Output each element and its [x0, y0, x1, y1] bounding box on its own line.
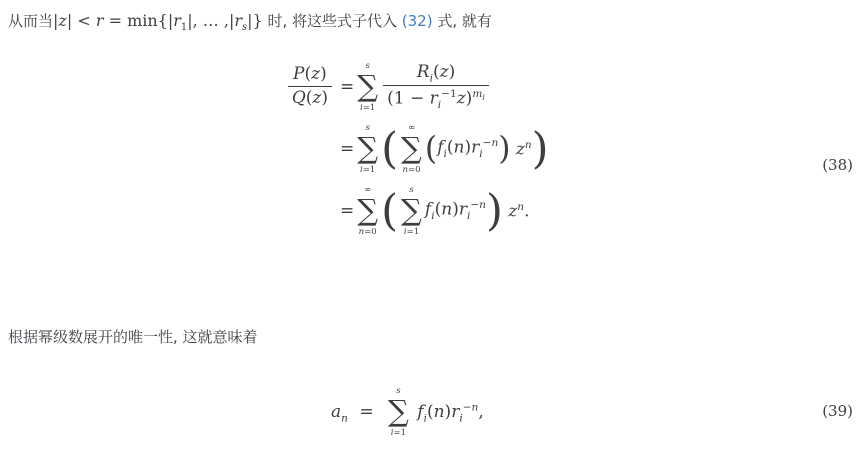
- var-Q: Q: [291, 88, 306, 108]
- summation-39-lower: [388, 427, 409, 438]
- summation-39: [388, 386, 409, 438]
- paragraph-1-text-after: 式, 就有: [437, 12, 492, 30]
- limit-1-39: 1: [400, 428, 407, 438]
- equation-38-line-2-zn: [511, 139, 532, 160]
- fraction-denominator-term: [383, 86, 489, 111]
- var-a: a: [331, 401, 342, 422]
- limit-eq-2: =: [362, 164, 370, 175]
- equation-38-line-2-body: [437, 137, 498, 160]
- limit-i-3: i: [403, 226, 407, 237]
- equation-39-lhs: [331, 402, 348, 422]
- var-r-2: r: [471, 138, 480, 159]
- bar-left-r1: |: [167, 11, 174, 30]
- limit-s: s: [365, 60, 370, 71]
- fraction-denominator-qz: [288, 87, 332, 109]
- const-1-den: 1: [393, 88, 405, 109]
- sigma-glyph-3: ∑: [401, 131, 422, 166]
- limit-n: n: [402, 164, 408, 175]
- limit-0-3: 0: [371, 226, 377, 237]
- rparen-p: ): [320, 64, 327, 85]
- var-f-3: f: [424, 200, 432, 221]
- summation-2-inner: [401, 123, 422, 175]
- paragraph-2-text: 根据幂级数展开的唯一性, 这就意味着: [8, 328, 258, 346]
- equation-38-relation-1: =: [340, 77, 355, 97]
- bar-right-r1: |: [187, 11, 193, 30]
- equation-39-relation: =: [359, 402, 374, 423]
- equation-38: [248, 56, 549, 242]
- var-z-R: z: [439, 61, 449, 82]
- var-r-39: r: [451, 401, 460, 422]
- fraction-numerator-riz: [383, 63, 489, 87]
- exponent-minus-n-39: −n: [462, 400, 479, 413]
- limit-eq-3: =: [407, 164, 416, 175]
- big-lparen-line3: (: [381, 186, 399, 237]
- subscript-s: s: [242, 22, 248, 34]
- summation-2-outer: [357, 123, 378, 175]
- var-R: R: [416, 61, 430, 82]
- paragraph-1: [8, 10, 492, 39]
- sigma-glyph-39: ∑: [388, 394, 409, 429]
- ellipsis: , … ,: [192, 11, 229, 30]
- minus-den: −: [410, 88, 425, 109]
- summation-2-outer-lower: [357, 164, 378, 175]
- fraction-p-over-q: [288, 65, 332, 108]
- lparen-fn3: (: [434, 200, 442, 221]
- equation-38-line-3: [248, 180, 549, 242]
- var-z-q: z: [312, 88, 322, 108]
- var-n-f2: n: [453, 138, 465, 159]
- limit-s-2: s: [365, 122, 370, 133]
- rparen-fn39: ): [444, 401, 452, 422]
- lparen-q: (: [305, 88, 313, 108]
- var-m-exp: m: [472, 88, 483, 101]
- exponent-minus-n-3: −n: [470, 199, 486, 212]
- limit-eq-4: =: [364, 226, 372, 237]
- exponent-n-3: n: [517, 200, 525, 213]
- var-n-f39: n: [433, 401, 445, 422]
- sigma-glyph-2: ∑: [357, 131, 379, 166]
- mid-rparen-line2: ): [498, 131, 511, 168]
- summation-2-inner-lower: [401, 164, 422, 175]
- subscript-n-a: n: [341, 411, 348, 424]
- limit-0: 0: [415, 164, 421, 175]
- limit-eq-5: =: [406, 226, 414, 237]
- rparen-den: ): [465, 88, 473, 109]
- equation-38-relation-3: =: [340, 201, 355, 221]
- equation-38-relation-2: =: [340, 139, 355, 159]
- limit-i-39: i: [390, 428, 394, 438]
- big-rparen-line3: ): [485, 186, 503, 237]
- subscript-1: 1: [180, 22, 188, 34]
- var-r-1: r: [173, 11, 181, 30]
- subscript-i-exp: i: [482, 93, 485, 103]
- var-z-p: z: [311, 64, 321, 85]
- equation-39: [331, 386, 484, 438]
- equation-38-line-2: [248, 118, 549, 180]
- lbrace: {: [157, 11, 168, 30]
- bar-right: |: [66, 11, 73, 30]
- sigma-glyph-4: ∑: [357, 193, 379, 228]
- lparen-fn39: (: [426, 401, 434, 422]
- limit-n-3: n: [358, 226, 365, 237]
- lparen-R: (: [432, 61, 440, 82]
- subscript-i-f39: i: [423, 411, 427, 424]
- paragraph-1-text-before: 从而当: [8, 12, 54, 30]
- exponent-n-2: n: [524, 138, 532, 151]
- equation-number-38: (38): [822, 156, 853, 174]
- equation-38-line-3-zn: [503, 201, 530, 222]
- min-operator: min: [127, 11, 158, 30]
- fraction-ri-over-term: [383, 63, 489, 112]
- var-r-3: r: [458, 200, 467, 221]
- less-than-sign: <: [77, 11, 91, 30]
- rbrace: }: [252, 11, 263, 30]
- summation-3-inner: [401, 185, 422, 237]
- subscript-i-r39: i: [459, 411, 463, 424]
- summation-3-outer: [357, 185, 378, 237]
- var-r: r: [95, 11, 104, 30]
- rparen-fn2: ): [464, 138, 472, 159]
- mid-lparen-line2: (: [424, 131, 438, 168]
- var-z: z: [58, 11, 67, 30]
- exponent-minus-n-2: −n: [482, 137, 499, 150]
- subscript-i-r2: i: [479, 148, 483, 161]
- rparen-q: ): [321, 88, 328, 108]
- var-z-3: z: [508, 201, 518, 222]
- equation-38-lhs: [248, 65, 340, 108]
- equals-sign-1: =: [108, 11, 122, 30]
- limit-i-2: i: [360, 164, 363, 175]
- equation-39-body: [417, 402, 483, 422]
- subscript-i-f3: i: [431, 210, 435, 223]
- var-r-den: r: [429, 88, 438, 109]
- var-n-f3: n: [441, 200, 453, 221]
- limit-s-3: s: [409, 184, 414, 195]
- summation-1: [357, 61, 378, 113]
- rparen-R: ): [448, 61, 456, 82]
- paragraph-1-text-mid: 时, 将这些式子代入: [267, 12, 397, 30]
- subscript-i-den: i: [437, 99, 442, 112]
- sigma-glyph-5: ∑: [401, 193, 422, 228]
- limit-1-3: 1: [413, 226, 420, 237]
- equation-number-39: (39): [822, 402, 853, 420]
- var-z-den: z: [456, 88, 466, 109]
- subscript-i-f2: i: [443, 148, 447, 161]
- period-end-38: .: [524, 201, 530, 222]
- var-z-2: z: [515, 139, 525, 160]
- paragraph-2: [8, 326, 258, 348]
- fraction-numerator-pz: [288, 65, 332, 87]
- superscript-minus-1: −1: [441, 88, 457, 101]
- bar-left: |: [53, 11, 59, 30]
- limit-i: i: [360, 102, 363, 113]
- var-f-2: f: [437, 138, 444, 159]
- limit-eq: =: [362, 102, 370, 113]
- equation-38-line-3-body: [425, 199, 486, 222]
- limit-s-39: s: [396, 386, 401, 396]
- var-P: P: [293, 64, 305, 85]
- equation-reference-32[interactable]: (32): [401, 12, 433, 30]
- limit-infinity: ∞: [407, 122, 416, 133]
- exponent-mi: [472, 88, 485, 103]
- big-rparen-line2: ): [531, 124, 549, 175]
- var-f-39: f: [417, 401, 424, 422]
- summation-3-outer-lower: [357, 226, 378, 237]
- limit-eq-39: =: [393, 428, 401, 438]
- bar-left-rs: |: [228, 11, 235, 30]
- comma-end-39: ,: [478, 401, 484, 422]
- equation-38-line-1: [248, 56, 549, 118]
- sigma-glyph-1: ∑: [357, 69, 379, 104]
- subscript-i-r3: i: [466, 210, 471, 223]
- lparen-fn2: (: [446, 138, 454, 159]
- limit-1: 1: [369, 102, 376, 113]
- var-r-s: r: [234, 11, 242, 30]
- bar-right-rs: |: [247, 11, 253, 30]
- lparen-den: (: [387, 88, 394, 109]
- paragraph-1-inline-math: [53, 11, 263, 34]
- limit-1-2: 1: [369, 164, 376, 175]
- subscript-i-R: i: [429, 72, 433, 85]
- big-lparen-line2: (: [381, 124, 399, 175]
- rparen-fn3: ): [452, 200, 459, 221]
- lparen-p: (: [304, 64, 312, 85]
- limit-infinity-3: ∞: [364, 184, 372, 195]
- summation-3-inner-lower: [401, 226, 422, 237]
- summation-1-lower: [357, 102, 378, 113]
